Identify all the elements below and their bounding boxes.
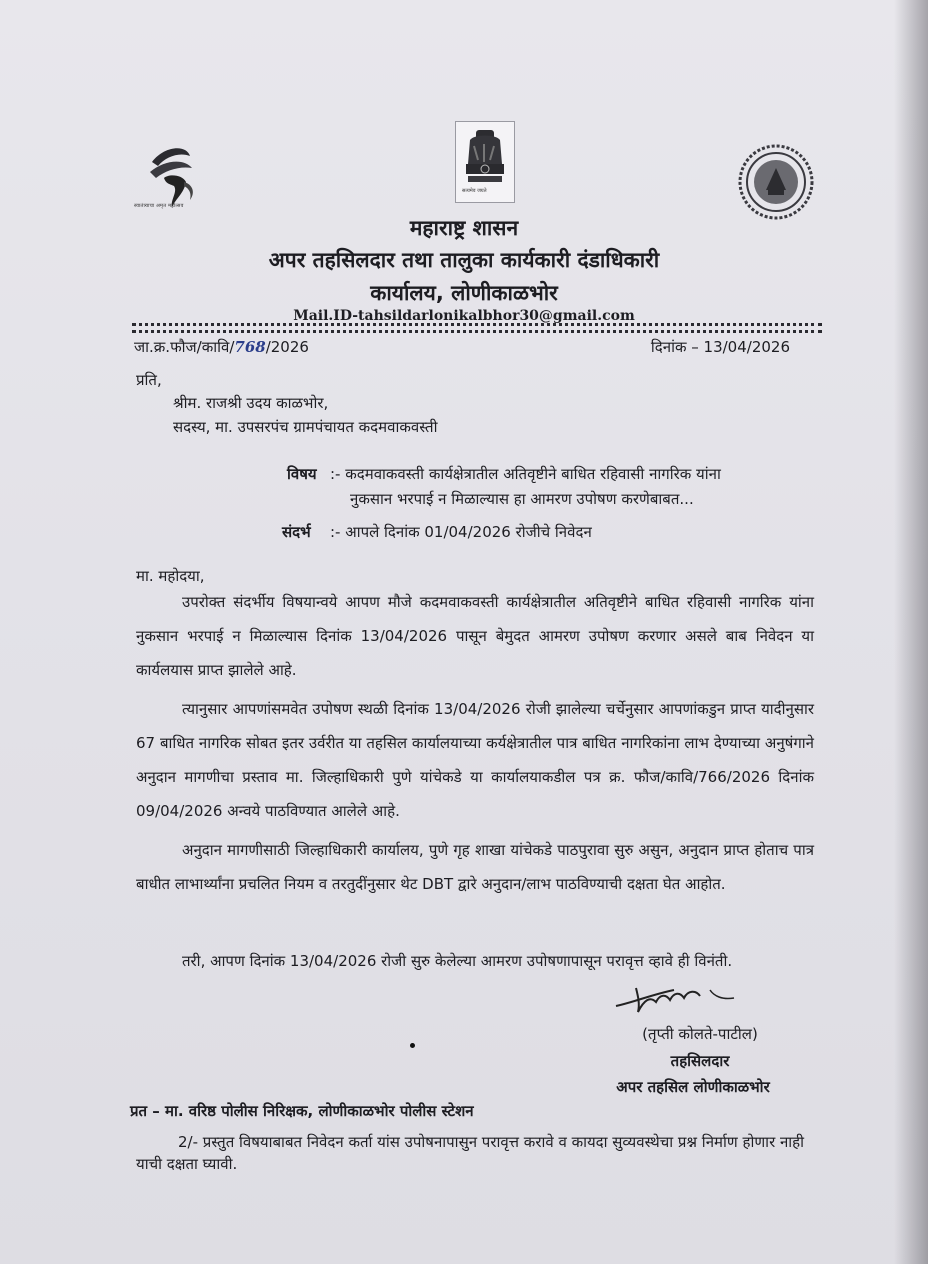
reference-text: :- आपले दिनांक 01/04/2026 रोजीचे निवेदन	[330, 523, 592, 541]
paragraph-4-text: तरी, आपण दिनांक 13/04/2026 रोजी सुरु केलेल्या आमरण उपोषणापासून परावृत्त व्हावे ही विनंती.	[182, 952, 733, 970]
paragraph-1	[136, 585, 814, 687]
paragraph-1-text: उपरोक्त संदर्भीय विषयान्वये आपण मौजे कदमवाकवस्ती कार्यक्षेत्रातील अतिवृष्टीने बाधित रहिवासी नागरिक यांना नुकसान भरपाई न मिळाल्यास दिनांक 13/04/2026 पासून बेमुदत आमरण उपोषण करणार असले बाब निवेदन या कार्यलयास प्राप्त झालेले आहे.	[136, 593, 814, 679]
reference-number	[134, 337, 309, 357]
subject-line-2: नुकसान भरपाई न मिळाल्यास हा आमरण उपोषण करणेबाबत...	[350, 490, 694, 508]
maharashtra-seal-icon	[738, 144, 814, 220]
subject-line-1: :- कदमवाकवस्ती कार्यक्षेत्रातील अतिवृष्टीने बाधित रहिवासी नागरिक यांना	[330, 465, 721, 483]
office-place: कार्यालय, लोणीकाळभोर	[370, 281, 558, 305]
subject-label: विषय	[287, 465, 317, 483]
paragraph-3-text: अनुदान मागणीसाठी जिल्हाधिकारी कार्यालय, पुणे गृह शाखा यांचेकडे पाठपुरावा सुरु असुन, अनुदान प्राप्त होताच पात्र बाधीत लाभार्थ्यांना प्रचलित नियम व तरतुदींनुसार थेट DBT द्वारे अनुदान/लाभ पाठविण्याची दक्षता घेत आहोत.	[136, 841, 814, 893]
reference-suffix: /2026	[265, 338, 309, 356]
signatory-designation: तहसिलदार	[670, 1052, 730, 1070]
recipient-to: प्रति,	[136, 371, 162, 389]
header-divider-top	[132, 323, 822, 326]
salutation: मा. महोदया,	[136, 567, 205, 585]
amrit-mahotsav-logo	[134, 134, 224, 214]
national-emblem	[455, 121, 515, 203]
copy-note-text: 2/- प्रस्तुत विषयाबाबत निवेदन कर्ता यांस उपोषनापासुन परावृत्त करावे व कायदा सुव्यवस्थेचा प्रश्न निर्माण होणार नाही याची दक्षता घ्यावी.	[136, 1133, 805, 1173]
logo-tagline: स्वातंत्र्याचा अमृत महोत्सव	[134, 203, 184, 209]
ink-dot	[410, 1043, 415, 1048]
header-divider-bottom	[132, 330, 822, 333]
page-edge-shadow	[894, 0, 928, 1264]
recipient-name: श्रीम. राजश्री उदय काळभोर,	[173, 394, 329, 412]
letter-date: दिनांक – 13/04/2026	[650, 338, 790, 356]
paragraph-2-text: त्यानुसार आपणांसमवेत उपोषण स्थळी दिनांक 13/04/2026 रोजी झालेल्या चर्चेनुसार आपणांकडुन प्राप्त यादीनुसार 67 बाधित नागरिक सोबत इतर उर्वरीत या तहसिल कार्यालयाच्या कर्यक्षेत्रातील पात्र बाधित नागरिकांना लाभ देण्याच्या अनुषंगाने अनुदान मागणीचा प्रस्ताव मा. जिल्हाधिकारी पुणे यांचेकडे या कार्यालयाकडील पत्र क्र. फौज/कावि/766/2026 दिनांक 09/04/2026 अन्वये पाठविण्यात आलेले आहे.	[136, 700, 814, 820]
reference-prefix: जा.क्र.फौज/कावि/	[134, 338, 235, 356]
paragraph-2	[136, 692, 814, 828]
paragraph-4	[136, 944, 814, 978]
recipient-designation: सदस्य, मा. उपसरपंच ग्रामपंचायत कदमवाकवस्ती	[173, 418, 438, 436]
signatory-name: (तृप्ती कोलते-पाटील)	[642, 1025, 758, 1043]
paragraph-3	[136, 833, 814, 901]
office-title: अपर तहसिलदार तथा तालुका कार्यकारी दंडाधिकारी	[268, 248, 660, 272]
government-title: महाराष्ट्र शासन	[409, 216, 519, 240]
signatory-office: अपर तहसिल लोणीकाळभोर	[616, 1078, 770, 1096]
reference-label: संदर्भ	[282, 523, 311, 541]
handwritten-ref-no: 768	[234, 338, 266, 356]
copy-note	[136, 1131, 814, 1175]
emblem-motto: सत्यमेव जयते	[462, 188, 487, 194]
copy-to-line: प्रत – मा. वरिष्ठ पोलीस निरिक्षक, लोणीकाळभोर पोलीस स्टेशन	[130, 1102, 474, 1120]
office-email: Mail.ID-tahsildarlonikalbhor30@gmail.com	[293, 308, 635, 324]
signature-scrawl	[614, 980, 754, 1020]
